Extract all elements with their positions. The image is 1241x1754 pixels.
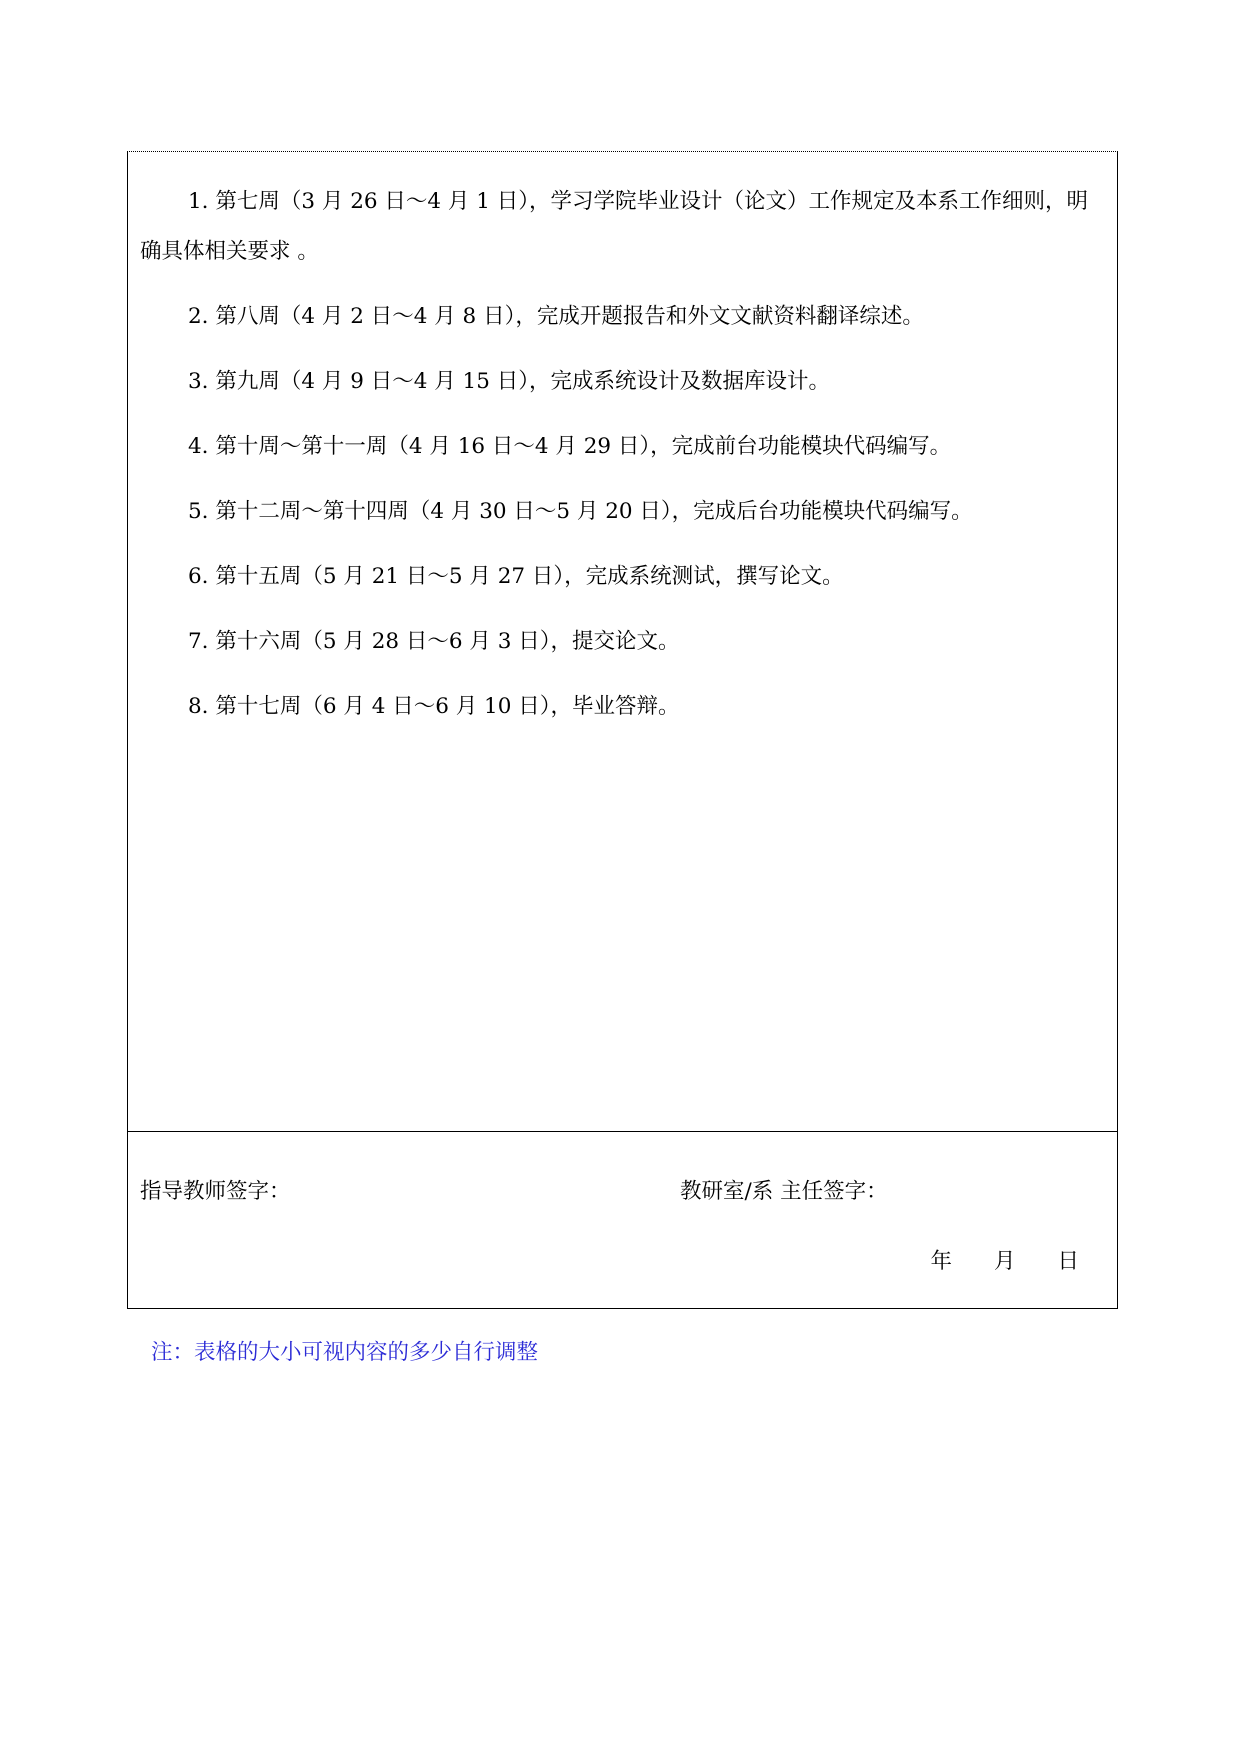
schedule-item-5: 5. 第十二周～第十四周（4 月 30 日～5 月 20 日），完成后台功能模块代码编写。 <box>188 499 973 524</box>
task-form-table <box>127 151 1118 1309</box>
schedule-item-2: 2. 第八周（4 月 2 日～4 月 8 日），完成开题报告和外文文献资料翻译综述。 <box>188 304 924 329</box>
schedule-item-3: 3. 第九周（4 月 9 日～4 月 15 日），完成系统设计及数据库设计。 <box>188 369 831 394</box>
advisor-signature-label: 指导教师签字： <box>140 1179 291 1204</box>
director-signature-label: 教研室/系 主任签字： <box>680 1179 888 1204</box>
date-day: 日 <box>1057 1249 1079 1274</box>
table-size-note: 注：表格的大小可视内容的多少自行调整 <box>151 1340 539 1365</box>
schedule-item-8: 8. 第十七周（6 月 4 日～6 月 10 日），毕业答辩。 <box>188 694 680 719</box>
date-year: 年 <box>930 1249 952 1274</box>
signature-cell <box>128 1132 1117 1310</box>
schedule-item-6: 6. 第十五周（5 月 21 日～5 月 27 日），完成系统测试，撰写论文。 <box>188 564 844 589</box>
date-line <box>930 1247 1079 1277</box>
date-month: 月 <box>993 1249 1016 1274</box>
schedule-cell <box>128 152 1117 1132</box>
schedule-item-7: 7. 第十六周（5 月 28 日～6 月 3 日），提交论文。 <box>188 629 680 654</box>
schedule-item-1: 1. 第七周（3 月 26 日～4 月 1 日），学习学院毕业设计（论文）工作规定及本系工作细则，明确具体相关要求 。 <box>140 189 1089 264</box>
schedule-item-4: 4. 第十周～第十一周（4 月 16 日～4 月 29 日），完成前台功能模块代码编写。 <box>188 434 952 459</box>
